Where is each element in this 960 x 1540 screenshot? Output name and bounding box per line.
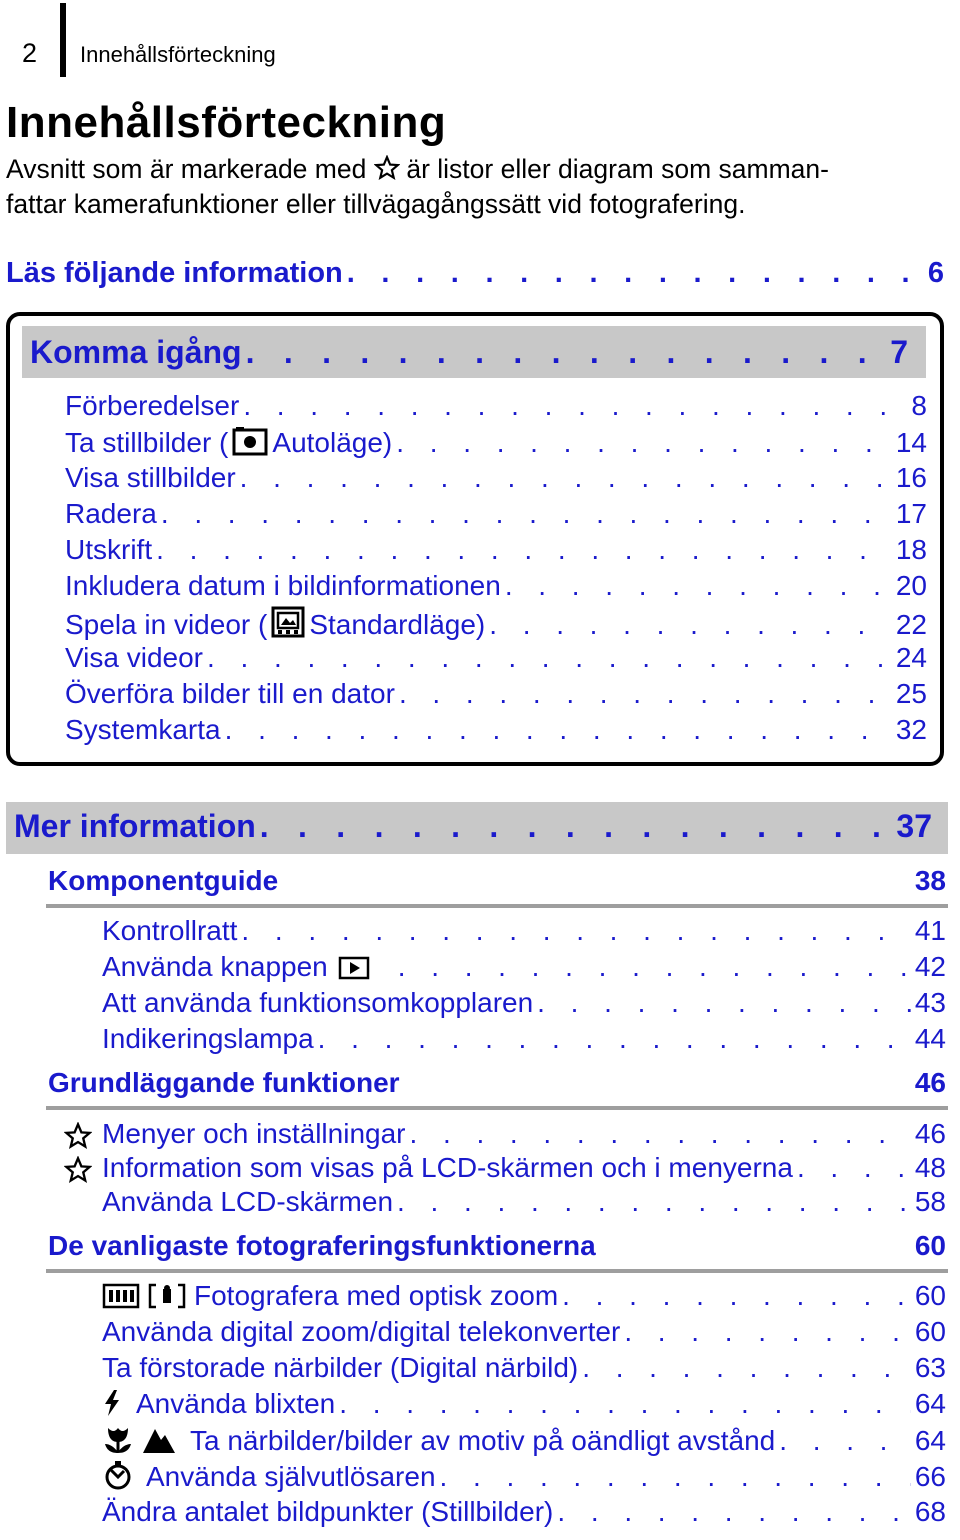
toc-label xyxy=(65,606,485,641)
toc-item[interactable] xyxy=(102,1023,946,1055)
toc-leader xyxy=(505,570,892,602)
toc-leader xyxy=(225,714,892,746)
toc-page: 60 xyxy=(914,1316,946,1347)
toc-leader xyxy=(557,1496,910,1528)
camera-auto-icon xyxy=(232,426,268,456)
toc-item[interactable] xyxy=(65,498,927,530)
toc-label: Indikeringslampa xyxy=(102,1023,314,1054)
toc-section-shooting[interactable] xyxy=(48,1230,946,1262)
toc-page: 42 xyxy=(914,951,946,982)
toc-label: Utskrift xyxy=(65,534,153,565)
intro-line1-start: Avsnitt som är markerade med xyxy=(6,154,367,184)
toc-label: Använda LCD-skärmen xyxy=(102,1186,394,1217)
section-rule xyxy=(46,1269,948,1273)
toc-item[interactable] xyxy=(65,642,927,674)
toc-page: 68 xyxy=(914,1496,946,1527)
toc-label: Visa stillbilder xyxy=(65,462,236,493)
toc-label: Grundläggande funktioner xyxy=(48,1067,400,1098)
toc-page: 41 xyxy=(914,915,946,946)
toc-label xyxy=(65,426,392,459)
toc-item[interactable] xyxy=(65,426,927,459)
toc-label-part: Ta stillbilder ( xyxy=(65,427,229,458)
toc-page: 48 xyxy=(914,1152,946,1183)
toc-label: Mer information xyxy=(14,808,256,844)
toc-item[interactable] xyxy=(65,678,927,710)
toc-item[interactable] xyxy=(102,1352,946,1384)
toc-item[interactable] xyxy=(65,714,927,746)
toc-label xyxy=(102,1388,335,1420)
toc-page: 44 xyxy=(914,1023,946,1054)
toc-label: Använda digital zoom/digital telekonverter xyxy=(102,1316,621,1347)
toc-read-first[interactable] xyxy=(6,257,944,290)
toc-label: De vanligaste fotograferingsfunktionerna xyxy=(48,1230,596,1261)
zoom-tele-icon xyxy=(148,1283,186,1309)
toc-item[interactable] xyxy=(102,1388,946,1420)
running-title: Innehållsförteckning xyxy=(80,42,276,67)
toc-label: Menyer och inställningar xyxy=(102,1118,406,1149)
toc-leader xyxy=(339,1388,911,1420)
star-icon xyxy=(374,155,400,181)
intro-line1-end: är listor eller diagram som samman- xyxy=(406,154,829,184)
toc-leader xyxy=(207,642,892,674)
toc-item[interactable] xyxy=(102,987,946,1019)
toc-page: 46 xyxy=(914,1067,946,1098)
toc-section-components[interactable] xyxy=(48,865,946,897)
macro-icon xyxy=(102,1424,134,1454)
toc-label: Komponentguide xyxy=(48,865,279,896)
toc-page: 6 xyxy=(927,257,944,289)
toc-page: 17 xyxy=(895,498,927,529)
toc-label xyxy=(102,1280,558,1312)
star-icon xyxy=(64,1156,92,1184)
toc-label-part: Ta närbilder/bilder av motiv på oändligt avstånd xyxy=(190,1425,776,1456)
toc-page: 66 xyxy=(914,1461,946,1492)
header-rule xyxy=(60,3,66,77)
toc-item[interactable] xyxy=(65,570,927,602)
star-icon xyxy=(64,1122,92,1150)
intro-text xyxy=(6,152,956,222)
toc-label: Att använda funktionsomkopplaren xyxy=(102,987,534,1018)
toc-page: 7 xyxy=(890,334,908,370)
toc-item[interactable] xyxy=(102,915,946,947)
intro-line2: fattar kamerafunktioner eller tillvägagångssätt vid fotografering. xyxy=(6,189,746,219)
toc-item[interactable] xyxy=(65,534,927,566)
toc-leader xyxy=(397,1186,911,1218)
toc-getting-started-heading[interactable] xyxy=(30,334,908,371)
toc-page: 64 xyxy=(914,1388,946,1419)
toc-leader xyxy=(240,462,892,494)
toc-label-part: Spela in videor ( xyxy=(65,609,268,640)
toc-leader xyxy=(410,1118,911,1150)
page-title: Innehållsförteckning xyxy=(6,98,447,147)
toc-page: 25 xyxy=(895,678,927,709)
toc-leader xyxy=(779,1425,911,1457)
toc-item[interactable] xyxy=(102,1424,946,1457)
toc-item[interactable] xyxy=(102,1186,946,1218)
toc-leader xyxy=(260,808,893,845)
toc-page: 64 xyxy=(914,1425,946,1456)
toc-label: Ändra antalet bildpunkter (Stillbilder) xyxy=(102,1496,554,1527)
toc-section-basic[interactable] xyxy=(48,1067,946,1099)
toc-label xyxy=(102,1460,436,1493)
toc-leader xyxy=(347,257,924,290)
toc-item[interactable] xyxy=(65,606,927,641)
playback-button-icon xyxy=(338,956,370,980)
toc-leader xyxy=(161,498,892,530)
toc-label: Kontrollratt xyxy=(102,915,238,946)
toc-label-part: Fotografera med optisk zoom xyxy=(194,1280,559,1311)
toc-label-part: Standardläge) xyxy=(309,609,486,640)
toc-label-part: Autoläge) xyxy=(272,427,393,458)
flash-icon xyxy=(102,1389,122,1417)
toc-page: 46 xyxy=(914,1118,946,1149)
toc-page: 63 xyxy=(914,1352,946,1383)
toc-item[interactable] xyxy=(65,462,927,494)
toc-leader xyxy=(318,1023,911,1055)
toc-label: Radera xyxy=(65,498,157,529)
toc-leader xyxy=(246,334,887,371)
infinity-mountain-icon xyxy=(142,1426,176,1454)
section-rule xyxy=(46,1106,948,1110)
toc-label: Information som visas på LCD-skärmen och i menyerna xyxy=(102,1152,793,1183)
toc-page: 38 xyxy=(914,865,946,896)
toc-page: 58 xyxy=(914,1186,946,1217)
toc-page: 43 xyxy=(914,987,946,1018)
running-header xyxy=(0,0,960,90)
section-rule xyxy=(46,904,948,908)
toc-leader xyxy=(241,915,910,947)
toc-page: 8 xyxy=(911,390,927,421)
toc-page: 18 xyxy=(895,534,927,565)
toc-label: Läs följande information xyxy=(6,257,343,289)
toc-item[interactable] xyxy=(102,1460,946,1493)
toc-item[interactable] xyxy=(102,1496,946,1528)
toc-page: 24 xyxy=(895,642,927,673)
toc-label: Komma igång xyxy=(30,334,242,370)
page-number: 2 xyxy=(22,38,38,68)
toc-leader xyxy=(399,678,892,710)
toc-item[interactable] xyxy=(102,1118,946,1150)
toc-item[interactable] xyxy=(65,390,927,422)
toc-label: Överföra bilder till en dator xyxy=(65,678,395,709)
toc-more-info-heading[interactable] xyxy=(14,808,932,845)
toc-item[interactable] xyxy=(102,1316,946,1348)
zoom-wide-icon xyxy=(102,1283,140,1309)
toc-leader xyxy=(156,534,892,566)
toc-label: Systemkarta xyxy=(65,714,221,745)
toc-leader xyxy=(562,1280,911,1312)
toc-item[interactable] xyxy=(102,951,946,983)
toc-leader xyxy=(489,609,892,641)
toc-leader xyxy=(537,987,911,1019)
toc-label xyxy=(102,1424,775,1457)
toc-leader xyxy=(243,390,907,422)
toc-page: 20 xyxy=(895,570,927,601)
toc-leader xyxy=(440,1461,911,1493)
toc-label: Förberedelser xyxy=(65,390,240,421)
toc-leader xyxy=(797,1152,911,1184)
toc-label-part: Använda självutlösaren xyxy=(146,1461,436,1492)
toc-page: 14 xyxy=(895,427,927,458)
toc-item[interactable] xyxy=(102,1152,946,1184)
toc-leader xyxy=(398,951,911,983)
toc-leader xyxy=(582,1352,911,1384)
movie-standard-icon xyxy=(271,606,305,638)
toc-label-part: Använda knappen xyxy=(102,951,328,982)
toc-label: Ta förstorade närbilder (Digital närbild) xyxy=(102,1352,579,1383)
toc-page: 60 xyxy=(914,1230,946,1261)
toc-page: 22 xyxy=(895,609,927,640)
toc-item[interactable] xyxy=(102,1280,946,1312)
toc-page: 16 xyxy=(895,462,927,493)
toc-page: 37 xyxy=(896,808,932,844)
toc-label-part: Använda blixten xyxy=(136,1388,336,1419)
toc-label xyxy=(102,951,374,983)
toc-page: 32 xyxy=(895,714,927,745)
toc-leader xyxy=(396,427,892,459)
toc-leader xyxy=(624,1316,911,1348)
self-timer-icon xyxy=(102,1460,134,1490)
toc-page: 60 xyxy=(914,1280,946,1311)
toc-label: Inkludera datum i bildinformationen xyxy=(65,570,501,601)
toc-label: Visa videor xyxy=(65,642,204,673)
